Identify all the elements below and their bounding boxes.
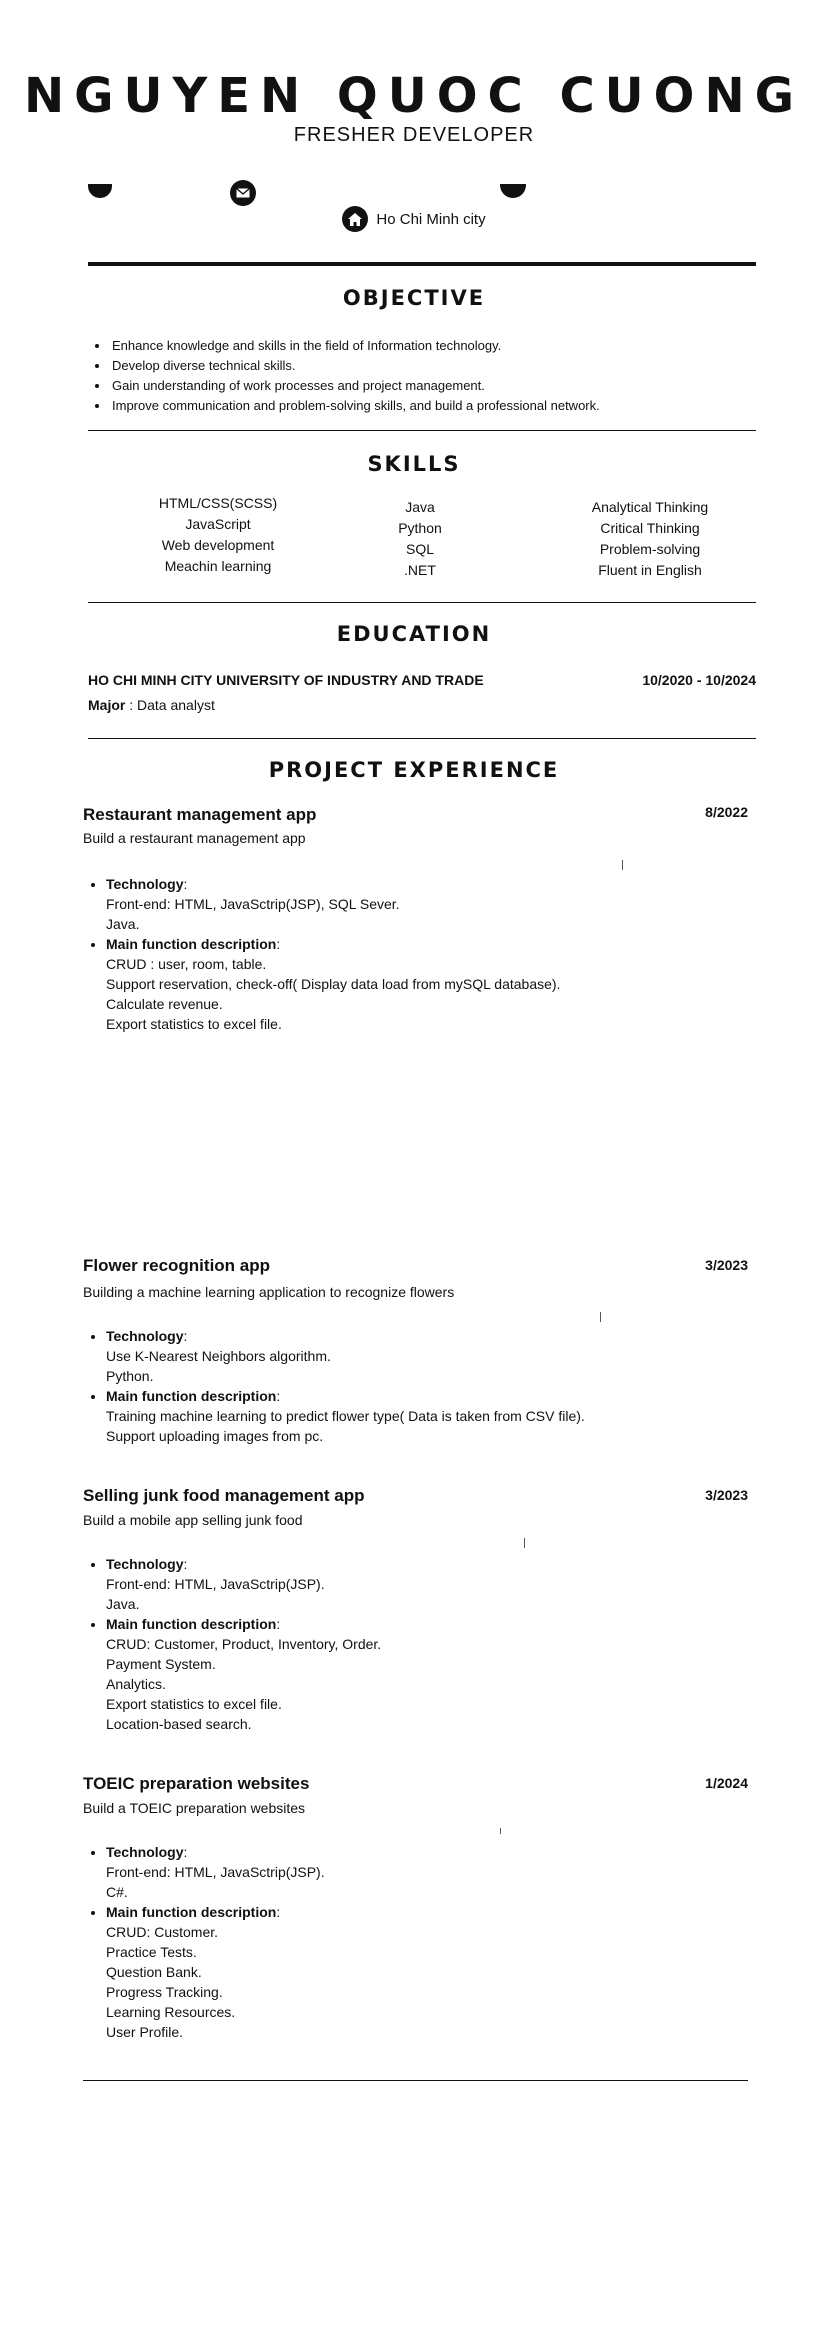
- list-item: • Technology: Use K-Nearest Neighbors algorithm. Python.: [106, 1326, 585, 1386]
- detail-line: Front-end: HTML, JavaSctrip(JSP), SQL Sever.: [106, 896, 400, 912]
- education-heading: EDUCATION: [336, 622, 492, 646]
- divider: [88, 738, 756, 739]
- tech-label: Technology: [106, 1556, 184, 1572]
- project-details: [88, 1842, 325, 2042]
- project-title: Flower recognition app: [83, 1256, 271, 1275]
- list-item: • Technology: Front-end: HTML, JavaSctrip(JSP), SQL Sever. Java.: [106, 874, 560, 934]
- resume-name: NGUYEN QUOC CUONG: [23, 68, 805, 124]
- phone-icon: [88, 184, 112, 198]
- detail-line: Question Bank.: [106, 1964, 202, 1980]
- marker: [524, 1538, 525, 1548]
- detail-line: CRUD: Customer.: [106, 1924, 219, 1940]
- project-date: 8/2022: [705, 804, 748, 820]
- function-label: Main function description: [106, 1616, 277, 1632]
- skill-item: Critical Thinking: [600, 520, 700, 536]
- skill-item: HTML/CSS(SCSS): [158, 495, 278, 511]
- header-divider: [88, 262, 756, 266]
- detail-line: User Profile.: [106, 2024, 184, 2040]
- list-item: • Main function description: CRUD: Customer. Practice Tests. Question Bank. Progress Tracking. Learning Resources. User Profile.: [106, 1902, 325, 2042]
- project-title: Selling junk food management app: [83, 1486, 365, 1505]
- detail-line: CRUD: Customer, Product, Inventory, Order.: [106, 1636, 382, 1652]
- education-dates: 10/2020 - 10/2024: [642, 672, 756, 688]
- skill-item: Fluent in English: [598, 562, 702, 578]
- skills-column: [118, 493, 318, 577]
- project-date: 3/2023: [705, 1257, 748, 1273]
- project-subtitle: Building a machine learning application to recognize flowers: [83, 1284, 455, 1300]
- major-label: Major: [88, 697, 126, 713]
- list-item: • Technology: Front-end: HTML, JavaSctrip(JSP). C#.: [106, 1842, 325, 1902]
- project-title: Restaurant management app: [83, 805, 317, 824]
- project-subtitle: Build a mobile app selling junk food: [83, 1512, 303, 1528]
- skill-item: JavaScript: [185, 516, 251, 532]
- skill-item: Analytical Thinking: [591, 499, 709, 515]
- detail-line: Support reservation, check-off( Display data load from mySQL database).: [106, 976, 561, 992]
- project-details: [88, 1554, 381, 1734]
- function-label: Main function description: [106, 1388, 277, 1404]
- tech-label: Technology: [106, 1328, 184, 1344]
- detail-line: Payment System.: [106, 1656, 216, 1672]
- detail-line: Python.: [106, 1368, 154, 1384]
- skill-item: Python: [398, 520, 442, 536]
- skill-item: Problem-solving: [599, 541, 701, 557]
- project-title: TOEIC preparation websites: [83, 1774, 310, 1793]
- project-date: 3/2023: [705, 1487, 748, 1503]
- objective-list: [92, 336, 600, 416]
- list-item: • Main function description: Training machine learning to predict flower type( Data is taken from CSV file). Support uploading images from pc.: [106, 1386, 585, 1446]
- project-details: [88, 1326, 585, 1446]
- project-details: [88, 874, 560, 1034]
- skill-item: SQL: [405, 541, 434, 557]
- detail-line: Learning Resources.: [106, 2004, 236, 2020]
- tech-label: Technology: [106, 876, 184, 892]
- skills-column: [340, 497, 500, 581]
- project-subtitle: Build a restaurant management app: [83, 830, 306, 846]
- divider: [88, 602, 756, 603]
- list-item: • Main function description: CRUD : user, room, table. Support reservation, check-off( Display data load from mySQL database). Calculate revenue. Export statistics to excel file.: [106, 934, 560, 1034]
- detail-line: Support uploading images from pc.: [106, 1428, 324, 1444]
- list-item: • Gain understanding of work processes and project management.: [110, 376, 600, 396]
- list-item: • Develop diverse technical skills.: [110, 356, 600, 376]
- function-label: Main function description: [106, 936, 277, 952]
- detail-line: Java.: [106, 1596, 140, 1612]
- address-row: [0, 206, 828, 232]
- detail-line: Training machine learning to predict flower type( Data is taken from CSV file).: [106, 1408, 585, 1424]
- detail-line: C#.: [106, 1884, 128, 1900]
- projects-heading: PROJECT EXPERIENCE: [268, 758, 560, 782]
- major-value: : Data analyst: [125, 697, 215, 713]
- detail-line: Export statistics to excel file.: [106, 1016, 282, 1032]
- detail-line: Calculate revenue.: [106, 996, 223, 1012]
- home-icon: [342, 206, 368, 232]
- skills-heading: SKILLS: [367, 452, 461, 476]
- list-item: • Improve communication and problem-solving skills, and build a professional network.: [110, 396, 600, 416]
- detail-line: Front-end: HTML, JavaSctrip(JSP).: [106, 1864, 325, 1880]
- list-item: • Enhance knowledge and skills in the field of Information technology.: [110, 336, 600, 356]
- skills-column: [550, 497, 750, 581]
- divider: [88, 430, 756, 431]
- detail-line: Analytics.: [106, 1676, 166, 1692]
- detail-line: Progress Tracking.: [106, 1984, 223, 2000]
- major-line: [88, 697, 215, 713]
- resume-role: FRESHER DEVELOPER: [293, 124, 535, 146]
- detail-line: Practice Tests.: [106, 1944, 197, 1960]
- school-name: HO CHI MINH CITY UNIVERSITY OF INDUSTRY AND TRADE: [88, 672, 484, 688]
- marker: [622, 860, 623, 870]
- objective-heading: OBJECTIVE: [342, 286, 486, 310]
- marker: [600, 1312, 601, 1322]
- detail-line: Front-end: HTML, JavaSctrip(JSP).: [106, 1576, 325, 1592]
- tech-label: Technology: [106, 1844, 184, 1860]
- detail-line: Java.: [106, 916, 140, 932]
- detail-line: CRUD : user, room, table.: [106, 956, 267, 972]
- skill-item: Meachin learning: [164, 558, 272, 574]
- detail-line: Location-based search.: [106, 1716, 252, 1732]
- email-icon: [230, 180, 256, 206]
- list-item: • Technology: Front-end: HTML, JavaSctrip(JSP). Java.: [106, 1554, 381, 1614]
- skill-item: .NET: [404, 562, 436, 578]
- project-subtitle: Build a TOEIC preparation websites: [83, 1800, 306, 1816]
- skill-item: Web development: [161, 537, 275, 553]
- address-text: Ho Chi Minh city: [376, 210, 486, 228]
- function-label: Main function description: [106, 1904, 277, 1920]
- detail-line: Export statistics to excel file.: [106, 1696, 282, 1712]
- link-icon: [500, 184, 526, 198]
- project-date: 1/2024: [705, 1775, 748, 1791]
- detail-line: Use K-Nearest Neighbors algorithm.: [106, 1348, 331, 1364]
- footer-divider: [83, 2080, 748, 2081]
- skill-item: Java: [405, 499, 435, 515]
- list-item: • Main function description: CRUD: Customer, Product, Inventory, Order. Payment System. Analytics. Export statistics to excel file. Location-based search.: [106, 1614, 381, 1734]
- marker: [500, 1828, 501, 1834]
